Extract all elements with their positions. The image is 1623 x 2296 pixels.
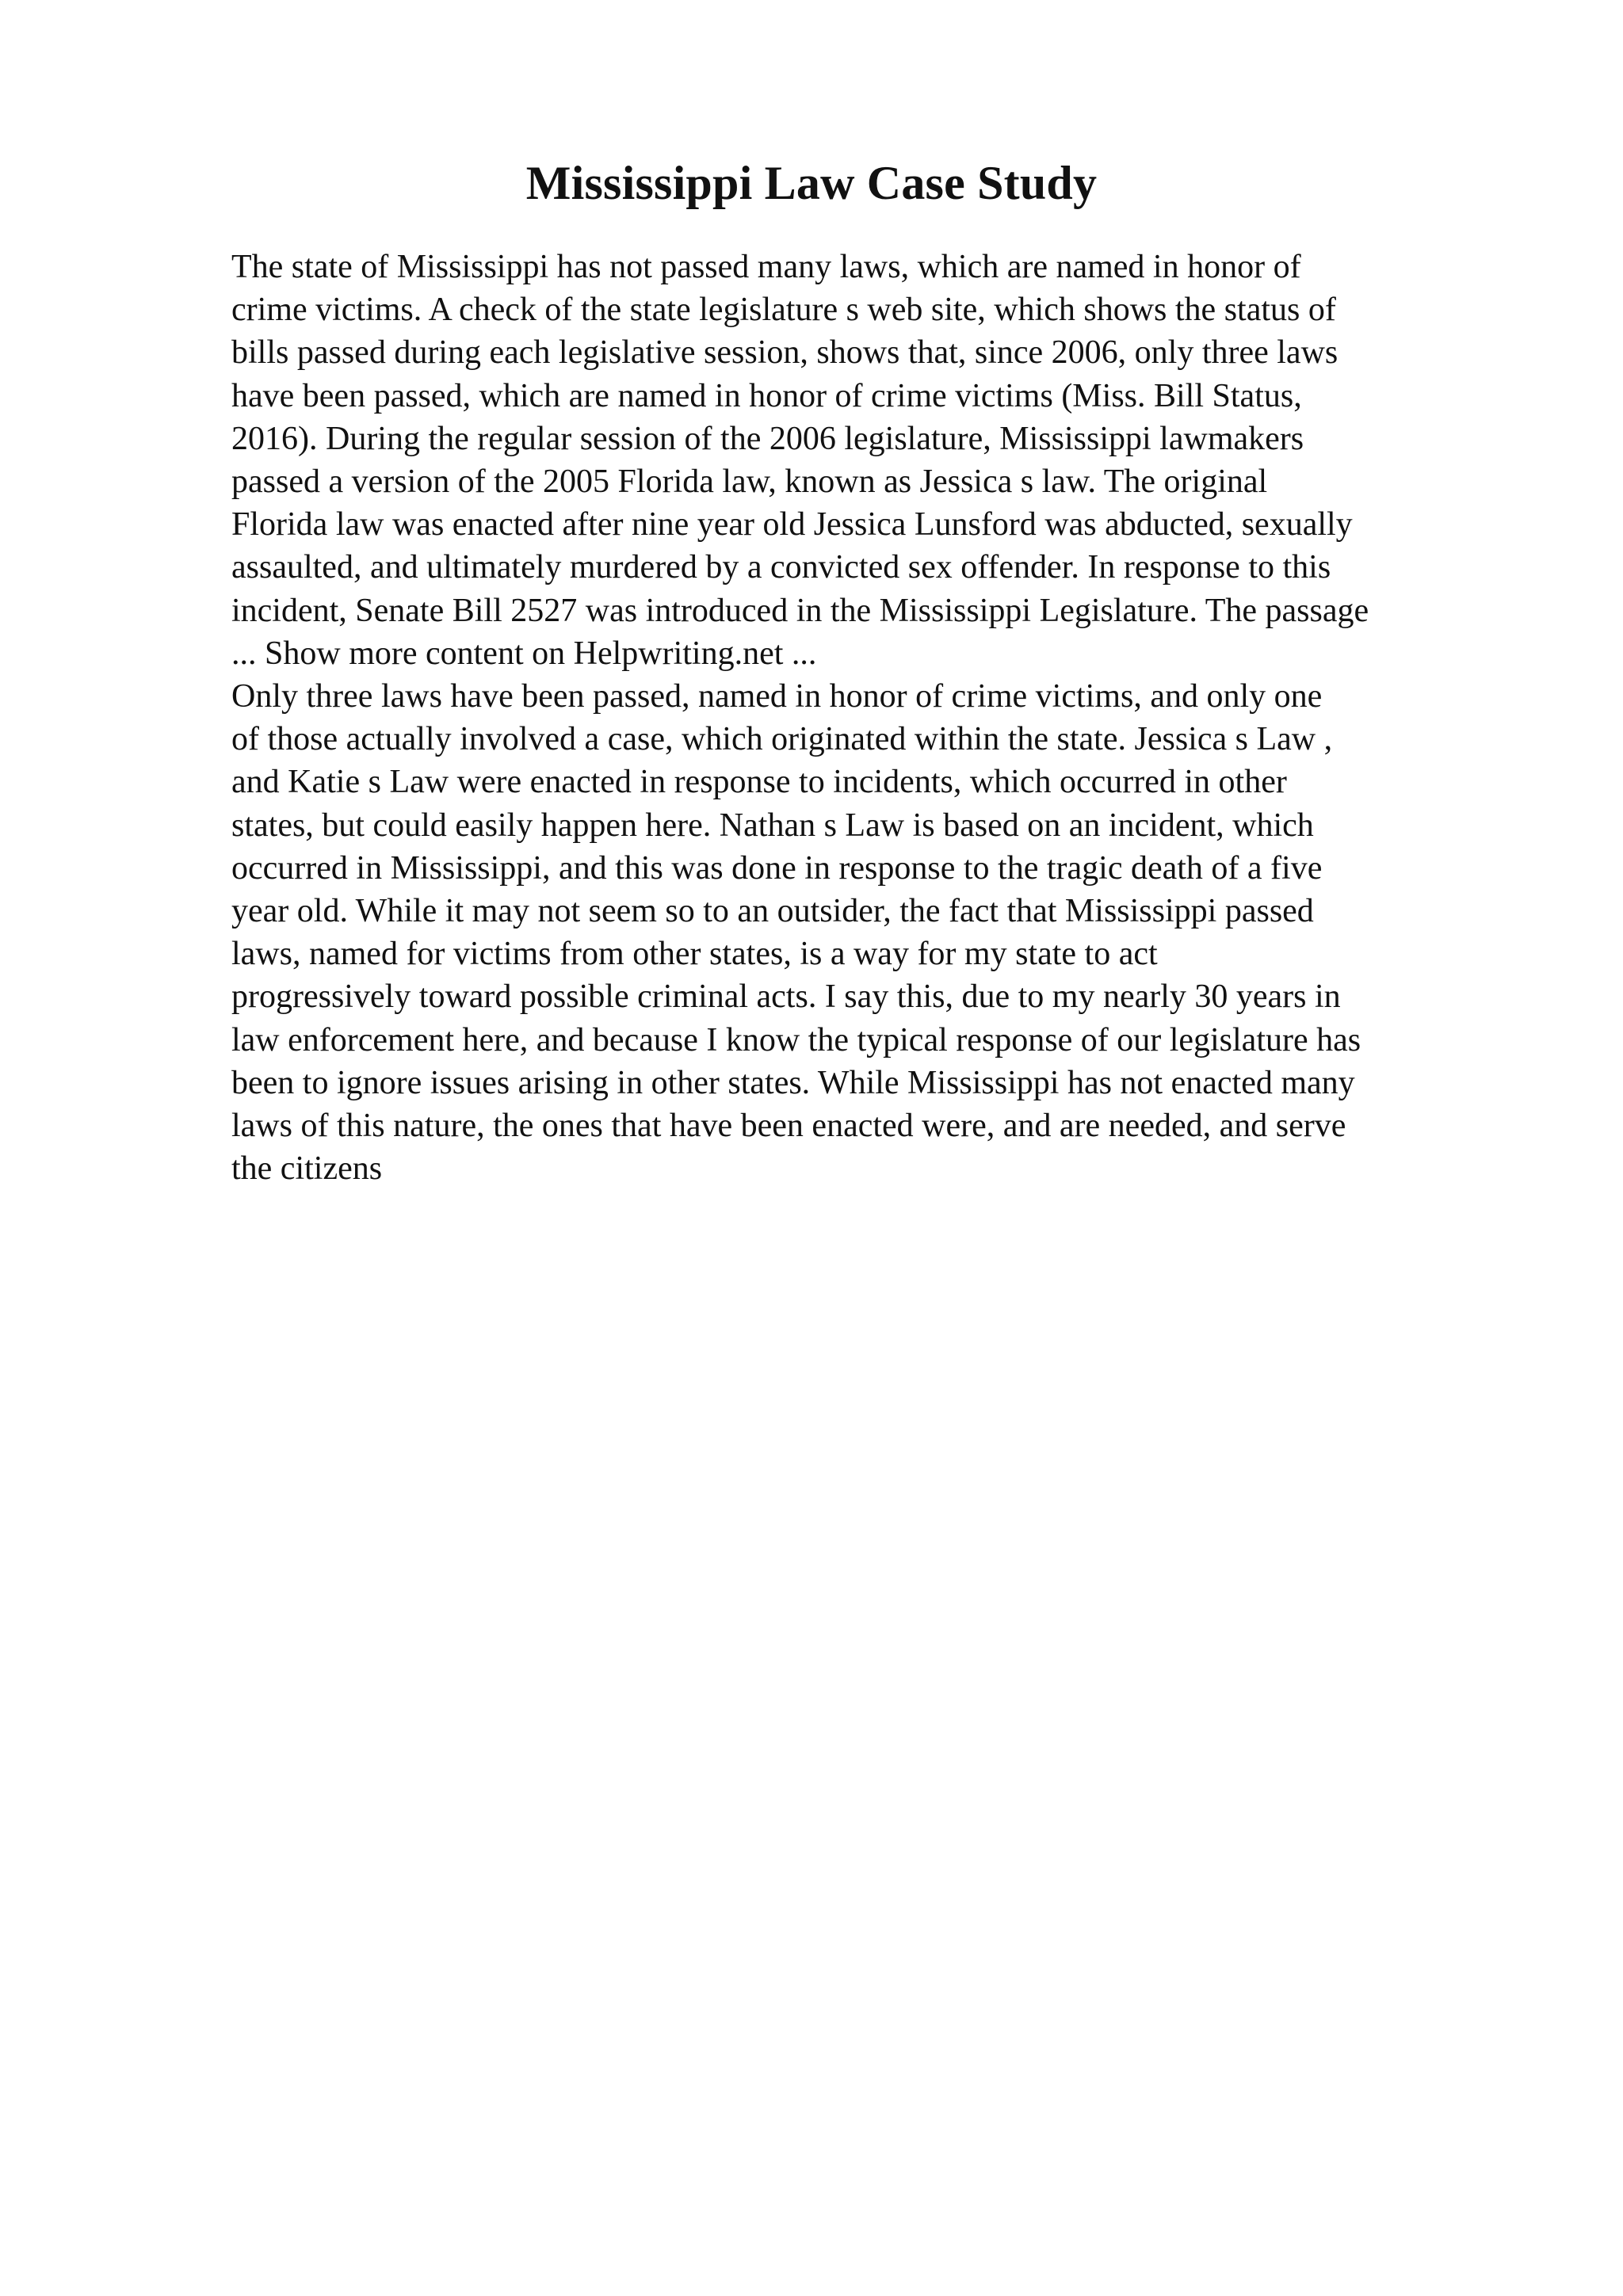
show-more-line: ... Show more content on Helpwriting.net ...: [231, 635, 817, 672]
text-line: The state of Mississippi has not passed many laws, which are named in honor of: [231, 249, 1301, 285]
text-line: incident, Senate Bill 2527 was introduced in the Mississippi Legislature. The passage: [231, 592, 1369, 629]
text-line: laws, named for victims from other states, is a way for my state to act: [231, 936, 1158, 973]
text-line: assaulted, and ultimately murdered by a convicted sex offender. In response to this: [231, 549, 1331, 586]
document-title: Mississippi Law Case Study: [525, 157, 1098, 209]
text-line: occurred in Mississippi, and this was done in response to the tragic death of a five: [231, 849, 1323, 887]
text-line: bills passed during each legislative session, shows that, since 2006, only three laws: [231, 334, 1338, 372]
text-line: have been passed, which are named in honor of crime victims (Miss. Bill Status,: [231, 377, 1302, 414]
text-line: been to ignore issues arising in other states. While Mississippi has not enacted many: [231, 1064, 1355, 1101]
text-line: states, but could easily happen here. Nathan s Law is based on an incident, which: [231, 807, 1314, 844]
text-line: laws of this nature, the ones that have been enacted were, and are needed, and serve: [231, 1108, 1346, 1145]
text-line: Florida law was enacted after nine year old Jessica Lunsford was abducted, sexually: [231, 506, 1353, 543]
text-line: law enforcement here, and because I know the typical response of our legislature has: [231, 1021, 1361, 1058]
text-line: of those actually involved a case, which originated within the state. Jessica s Law ,: [231, 721, 1333, 758]
text-line: passed a version of the 2005 Florida law, known as Jessica s law. The original: [231, 463, 1268, 501]
text-line: year old. While it may not seem so to an outsider, the fact that Mississippi passed: [231, 893, 1314, 930]
text-line: and Katie s Law were enacted in response to incidents, which occurred in other: [231, 764, 1287, 801]
text-line: progressively toward possible criminal acts. I say this, due to my nearly 30 years in: [231, 978, 1341, 1016]
text-line: the citizens: [231, 1150, 383, 1188]
text-line: 2016). During the regular session of the 2006 legislature, Mississippi lawmakers: [231, 420, 1304, 457]
text-line: Only three laws have been passed, named in honor of crime victims, and only one: [231, 678, 1323, 715]
text-line: crime victims. A check of the state legislature s web site, which shows the status of: [231, 292, 1336, 329]
document-body: [231, 246, 1515, 1190]
